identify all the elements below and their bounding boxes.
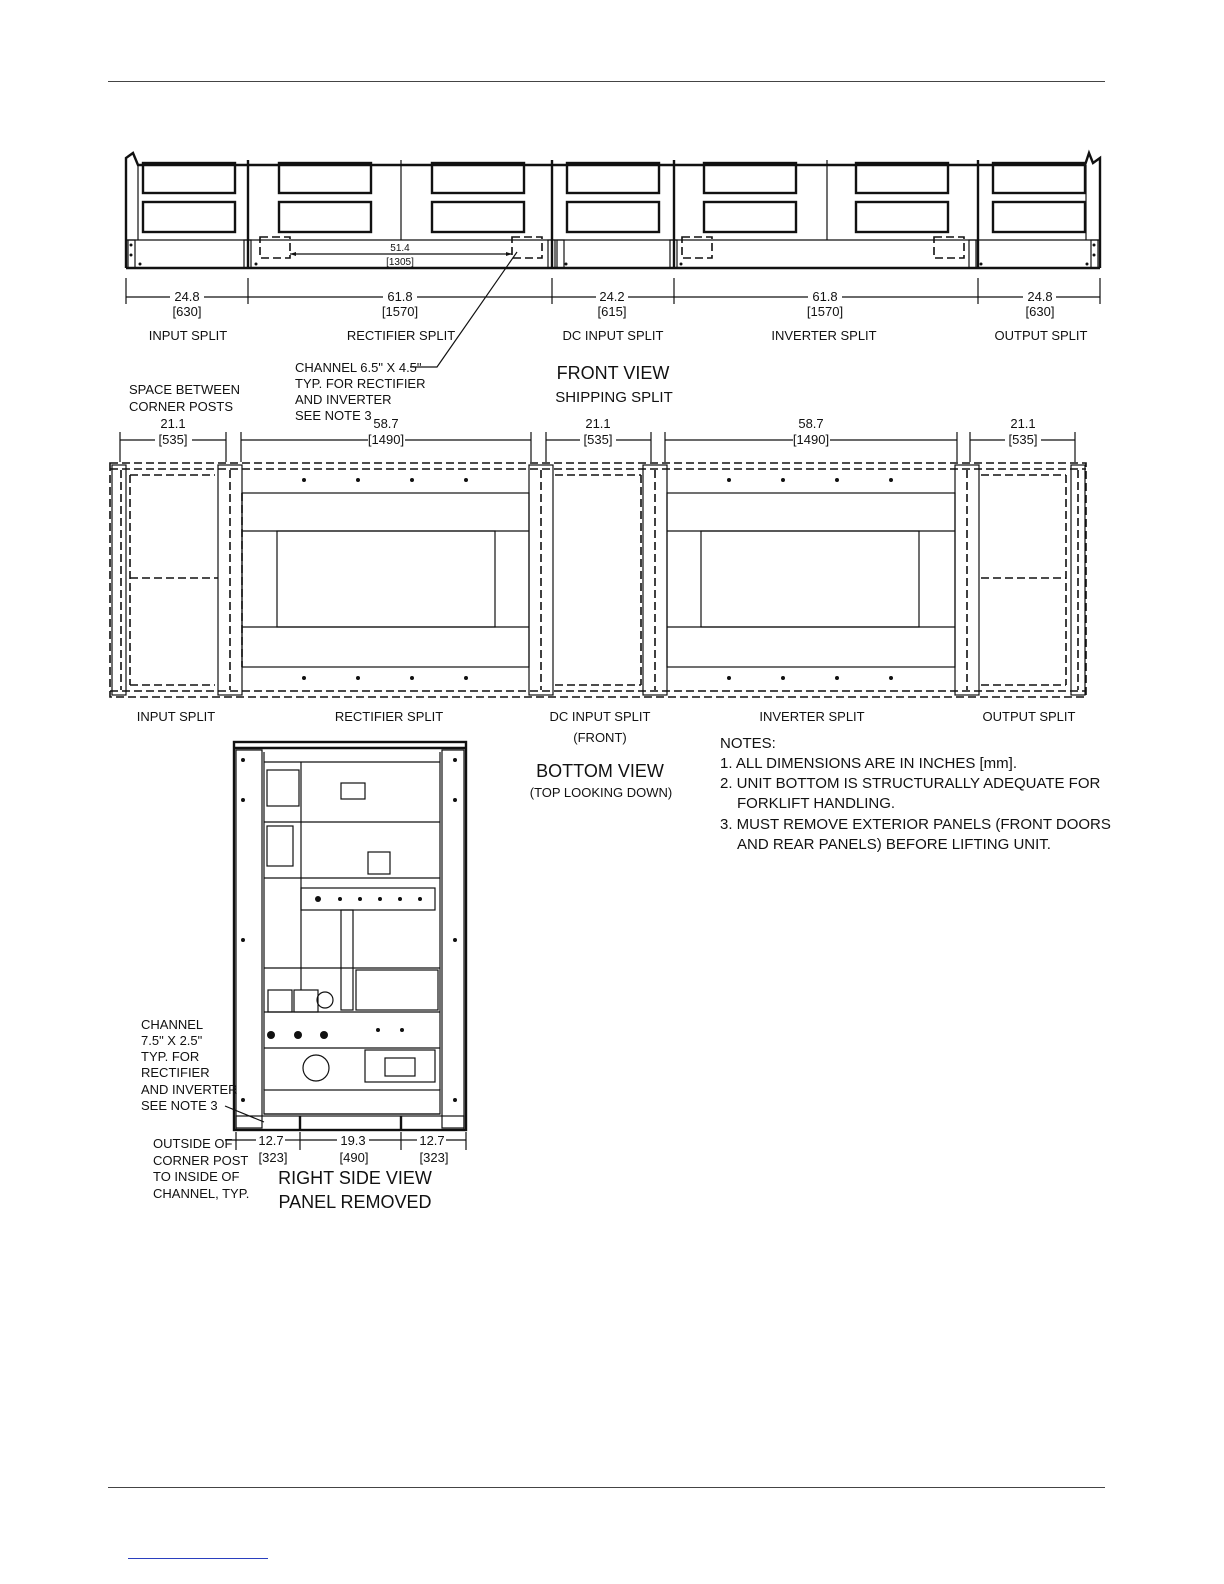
front-label-inverter-split: INVERTER SPLIT [771,328,877,343]
front-view-corner-brackets [128,240,1098,268]
side-channel-note-2: 7.5" X 2.5" [141,1033,203,1048]
bottom-dim-output-in: 21.1 [1010,416,1036,431]
side-dim-1-mm: [323] [258,1150,288,1165]
side-corner-note-2: CORNER POST [153,1153,249,1168]
front-view-frame [126,153,1100,268]
side-channel-note-6: SEE NOTE 3 [141,1098,218,1113]
front-view-subtitle: SHIPPING SPLIT [555,389,673,406]
side-dim-2-mm: [490] [339,1150,369,1165]
front-view-inner-dimension [290,243,512,268]
side-corner-note-3: TO INSIDE OF [153,1169,240,1184]
front-channel-note-2: TYP. FOR RECTIFIER [295,376,426,391]
front-channel-leader [410,252,517,367]
front-label-output-split: OUTPUT SPLIT [994,328,1088,343]
bottom-label-rectifier-split: RECTIFIER SPLIT [334,709,444,724]
side-view [141,742,466,1212]
front-channel-note-4: SEE NOTE 3 [295,408,372,423]
bottom-input-split-interior [130,475,218,685]
bottom-dim-dcinput-in: 21.1 [585,416,611,431]
bottom-view [110,382,1086,800]
side-channel-note-3: TYP. FOR [141,1049,200,1064]
bottom-dim-dcinput-mm: [535] [583,432,613,447]
bottom-view-corner-posts [112,465,1085,695]
note-2-continued: FORKLIFT HANDLING. [737,795,896,812]
bottom-dim-input-in: 21.1 [160,416,186,431]
front-dim-rectifier-in: 61.8 [387,289,413,304]
bottom-view-title: BOTTOM VIEW [536,761,664,781]
bottom-dim-input-mm: [535] [158,432,188,447]
front-dim-dcinput-mm: [615] [597,304,627,319]
front-view [126,153,1100,423]
front-dim-output-mm: [630] [1025,304,1055,319]
bottom-dim-inverter-in: 58.7 [798,416,824,431]
bottom-label-input-split: INPUT SPLIT [136,709,216,724]
note-3-continued: AND REAR PANELS) BEFORE LIFTING UNIT. [737,836,1051,853]
note-3: 3. MUST REMOVE EXTERIOR PANELS (FRONT DOORS [720,816,1111,833]
front-label-input-split: INPUT SPLIT [148,328,228,343]
front-label-rectifier-split: RECTIFIER SPLIT [346,328,456,343]
bottom-dim-inverter-mm: [1490] [792,432,830,447]
bottom-inverter-interior [667,478,955,680]
front-dim-dcinput-in: 24.2 [599,289,625,304]
space-between-note-1: SPACE BETWEEN [129,382,241,397]
bottom-front-label: (FRONT) [573,730,627,745]
bottom-label-inverter-split: INVERTER SPLIT [759,709,865,724]
bottom-view-subtitle: (TOP LOOKING DOWN) [529,785,673,800]
bottom-output-interior [981,475,1066,685]
front-view-door-panels [143,163,1085,232]
front-dim-inverter-in: 61.8 [812,289,838,304]
side-channel-note-5: AND INVERTER [141,1082,238,1097]
front-view-dividers [248,160,978,268]
front-dim-input-mm: [630] [172,304,202,319]
bottom-dim-rectifier-mm: [1490] [367,432,405,447]
side-dim-3-mm: [323] [419,1150,449,1165]
front-dim-inverter-mm: [1570] [806,304,844,319]
front-inner-dim-in: 51.4 [390,243,410,254]
front-channel-note-3: AND INVERTER [295,392,392,407]
bottom-dcinput-interior [555,475,641,685]
front-dim-output-in: 24.8 [1027,289,1053,304]
bottom-label-dc-input-split: DC INPUT SPLIT [549,709,651,724]
space-between-note-2: CORNER POSTS [129,399,234,414]
notes-heading: NOTES: [720,735,776,752]
side-dim-2-in: 19.3 [340,1133,366,1148]
side-view-frame [234,742,466,1130]
side-view-title: RIGHT SIDE VIEW [278,1168,432,1188]
side-channel-note-1: CHANNEL [141,1017,204,1032]
bottom-dim-rectifier-in: 58.7 [373,416,399,431]
side-view-subtitle: PANEL REMOVED [278,1192,432,1212]
bottom-view-envelope [110,463,1086,697]
front-inner-dim-mm: [1305] [386,257,414,268]
note-1: 1. ALL DIMENSIONS ARE IN INCHES [mm]. [720,755,1018,772]
bottom-rectifier-interior [242,478,529,680]
notes-block [720,735,1111,853]
front-dim-input-in: 24.8 [174,289,200,304]
side-channel-leader [225,1106,264,1122]
front-view-title: FRONT VIEW [556,363,670,383]
side-dim-3-in: 12.7 [419,1133,445,1148]
bottom-label-output-split: OUTPUT SPLIT [982,709,1076,724]
side-corner-note-1: OUTSIDE OF [153,1136,233,1151]
side-corner-note-4: CHANNEL, TYP. [153,1186,250,1201]
note-2: 2. UNIT BOTTOM IS STRUCTURALLY ADEQUATE FOR [720,775,1101,792]
front-dim-rectifier-mm: [1570] [381,304,419,319]
front-label-dc-input-split: DC INPUT SPLIT [562,328,664,343]
bottom-dim-output-mm: [535] [1008,432,1038,447]
front-channel-note-1: CHANNEL 6.5" X 4.5" [295,360,422,375]
side-channel-note-4: RECTIFIER [141,1065,210,1080]
side-dim-1-in: 12.7 [258,1133,284,1148]
